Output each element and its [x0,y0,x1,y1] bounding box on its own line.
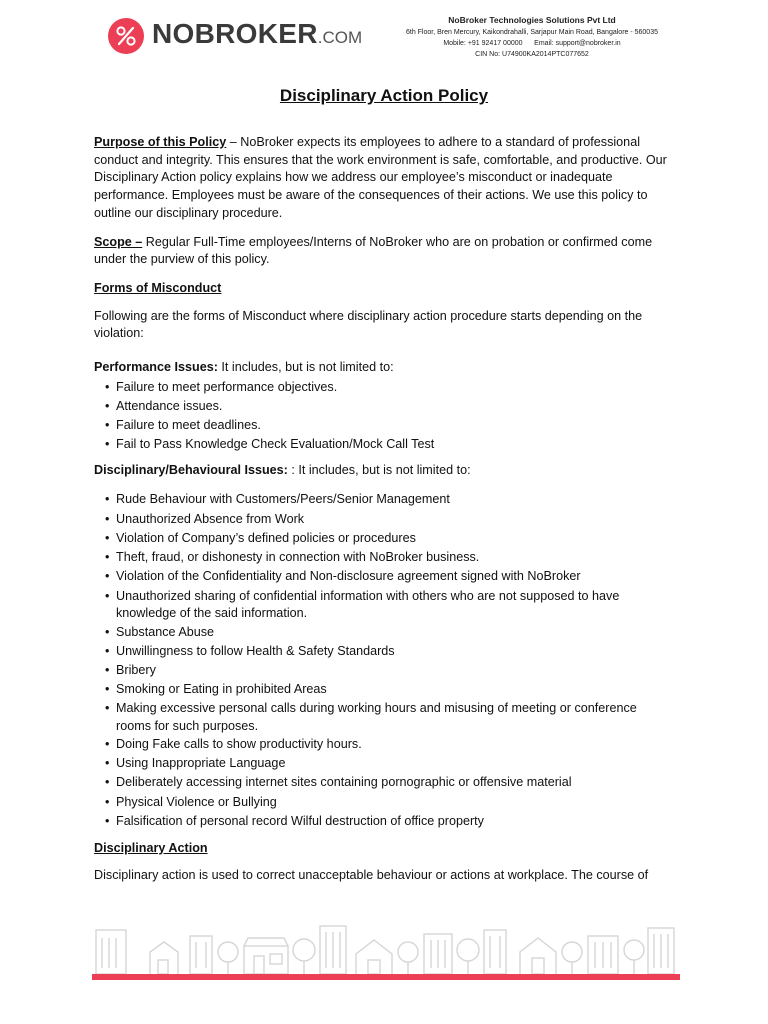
company-contact: Mobile: +91 92417 00000 Email: support@nobroker.in [443,40,621,47]
list-item: • Theft, fraud, or dishonesty in connection with NoBroker business. [116,548,674,567]
list-item: • Failure to meet deadlines. [116,416,674,435]
behaviour-list [94,490,674,830]
logo-broker: BROKER [194,18,318,49]
misconduct-heading: Forms of Misconduct [94,280,222,295]
logo-com: .COM [317,28,363,47]
scope-label: Scope – [94,234,143,249]
performance-issues [94,359,674,377]
company-address: 6th Floor, Bren Mercury, Kaikondrahalli, Sarjapur Main Road, Bangalore - 560035 [405,29,658,36]
behaviour-issues [94,462,674,480]
page-title: Disciplinary Action Policy [279,86,489,105]
list-item: • Unwillingness to follow Health & Safety Standards [116,642,674,661]
list-item: • Doing Fake calls to show productivity hours. [116,735,674,754]
company-cin: CIN No: U74900KA2014PTC077652 [475,51,589,58]
list-item: • Physical Violence or Bullying [116,793,674,812]
nobroker-logo [108,16,362,56]
list-item: • Attendance issues. [116,397,674,416]
purpose-text: – NoBroker expects its employees to adhere to a standard of professional conduct and integrity. This ensures that the work environment is safe, comfortable, and productive. Our Disciplinary Action policy explains how we address our employee’s misconduct or inadequate performance. Employees must be aware of the consequences of their actions. We use this policy to outline our disciplinary procedure. [94,135,667,220]
behaviour-label: Disciplinary/Behavioural Issues: [94,462,288,477]
purpose-label: Purpose of this Policy [94,135,227,149]
list-item: • Using Inappropriate Language [116,754,674,773]
list-item: • Bribery [116,661,674,680]
list-item: • Smoking or Eating in prohibited Areas [116,680,674,699]
company-name: NoBroker Technologies Solutions Pvt Ltd [448,15,616,25]
list-item: • Making excessive personal calls during working hours and misusing of meeting or conference rooms for such purposes. [116,700,674,735]
list-item: • Violation of Company’s defined policies or procedures [116,529,674,548]
list-item: • Violation of the Confidentiality and Non-disclosure agreement signed with NoBroker [116,567,674,586]
performance-label: Performance Issues: [94,360,218,375]
scope-text: Regular Full-Time employees/Interns of NoBroker who are on probation or confirmed come under the purview of this policy. [94,234,653,267]
list-item: • Rude Behaviour with Customers/Peers/Senior Management [116,490,674,509]
list-item: • Unauthorized Absence from Work [116,510,674,529]
purpose-paragraph [94,134,674,223]
company-details [392,14,672,60]
list-item: • Fail to Pass Knowledge Check Evaluation/Mock Call Test [116,435,674,454]
scope-paragraph [94,234,674,269]
brand-footer-bar [92,974,680,980]
list-item: • Substance Abuse [116,623,674,642]
list-item: • Deliberately accessing internet sites containing pornographic or offensive material [116,773,674,792]
disciplinary-action-heading: Disciplinary Action [94,840,208,855]
list-item: • Unauthorized sharing of confidential information with others who are not supposed to have knowledge of the said information. [116,588,674,623]
performance-list [94,378,674,454]
skyline-footer-illustration [92,922,680,982]
logo-no: NO [152,18,195,49]
document-body [94,134,674,885]
list-item: • Falsification of personal record Wilful destruction of office property [116,812,674,831]
behaviour-text: : It includes, but is not limited to: [287,462,471,477]
logo-mark-icon [108,18,144,54]
misconduct-intro: Following are the forms of Misconduct where disciplinary action procedure starts depending on the violation: [94,308,643,341]
list-item: • Failure to meet performance objectives. [116,378,674,397]
logo-wordmark [152,16,362,56]
performance-text: It includes, but is not limited to: [217,360,394,375]
disciplinary-action-text: Disciplinary action is used to correct unacceptable behaviour or actions at workplace. The course of [94,868,649,883]
